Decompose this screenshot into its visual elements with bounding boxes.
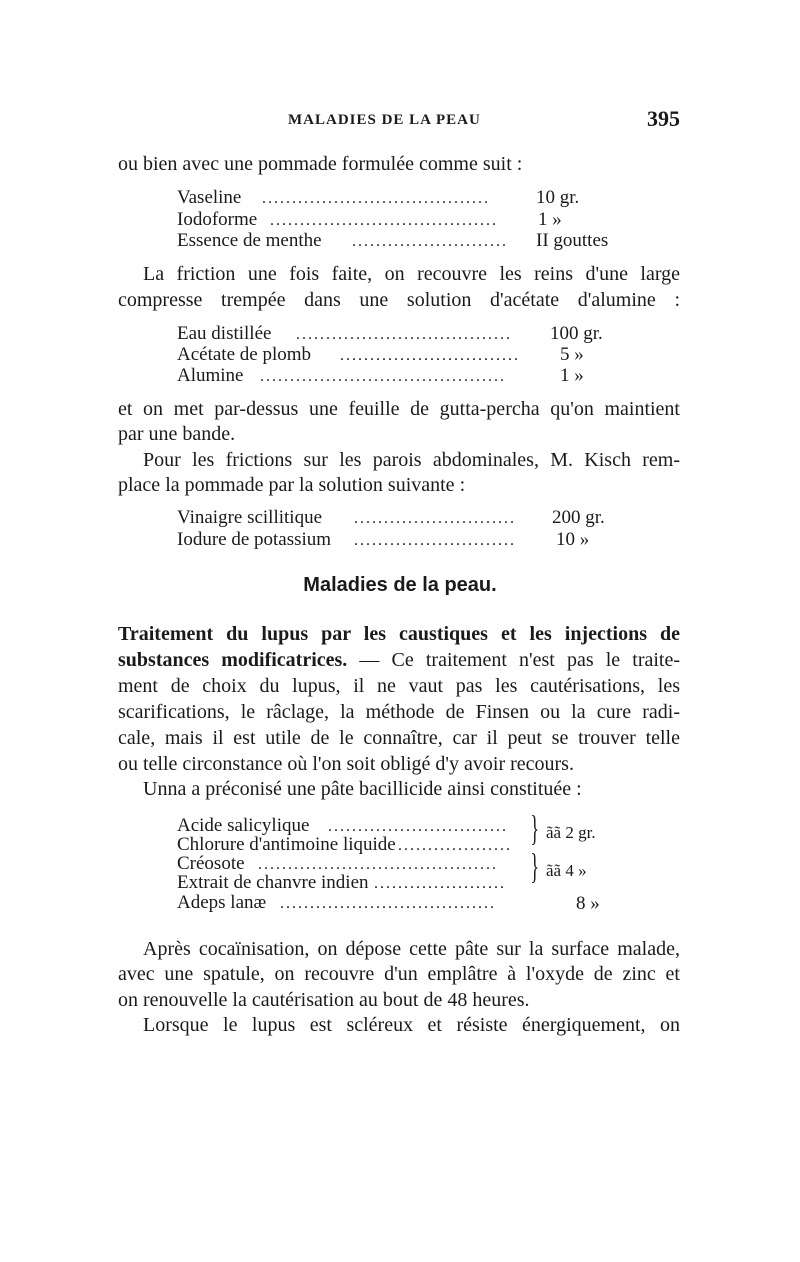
recipe-item-qty: 1 »	[538, 209, 562, 230]
recipe-item-name: Iodure de potassium	[177, 529, 332, 550]
leader-dots: ........................................	[258, 856, 498, 873]
recipe-item-name: Alumine	[177, 365, 244, 386]
paragraph-line: cale, mais il est utile de le connaître, car il peut se trouver telle	[118, 727, 680, 749]
recipe-item-name: Extrait de chanvre indien	[177, 872, 369, 893]
paragraph-line: scarifications, le râclage, la méthode de Finsen ou la cure radi-	[118, 701, 680, 723]
recipe-item-name: Chlorure d'antimoine liquide	[177, 834, 396, 855]
page-number: 395	[647, 106, 680, 131]
recipe-item-qty: 8 »	[576, 893, 600, 914]
recipe-item-name: Créosote	[177, 853, 245, 874]
recipe-item-name: Acide salicylique	[177, 815, 310, 836]
paragraph-line: Lorsque le lupus est scléreux et résiste énergiquement, on	[143, 1014, 680, 1036]
paragraph-line	[118, 622, 680, 646]
paragraph-line: par une bande.	[118, 423, 236, 445]
paragraph-line: ment de choix du lupus, il ne vaut pas les cautérisations, les	[118, 675, 680, 697]
paragraph-line: et on met par-dessus une feuille de gutta-percha qu'on maintient	[118, 398, 680, 420]
recipe-item-qty: 10 »	[556, 529, 590, 550]
section-heading: Maladies de la peau.	[303, 574, 497, 596]
leader-dots: ...........................	[354, 532, 516, 549]
subsection-title: Traitement du lupus par les caustiques et les injections de	[118, 623, 680, 645]
recipe-item-qty: 10 gr.	[536, 187, 580, 208]
leader-dots: ....................................	[280, 895, 496, 912]
paragraph-line: La friction une fois faite, on recouvre les reins d'une large	[143, 263, 680, 285]
recipe-item-qty: II gouttes	[536, 230, 609, 251]
leader-dots: ......................................	[270, 212, 498, 229]
recipe-item-qty: 100 gr.	[550, 323, 603, 344]
recipe-item-name: Acétate de plomb	[177, 344, 312, 365]
subsection-title-cont: substances modificatrices.	[118, 649, 348, 671]
recipe-item-qty: 1 »	[560, 365, 584, 386]
paragraph-line: place la pommade par la solution suivante :	[118, 474, 466, 496]
recipe-item-name: Iodoforme	[177, 209, 258, 230]
paragraph-line: Pour les frictions sur les parois abdominales, M. Kisch rem-	[143, 449, 680, 471]
recipe-item-qty: 200 gr.	[552, 507, 605, 528]
recipe-item-name: Vinaigre scillitique	[177, 507, 323, 528]
page-header	[118, 106, 680, 136]
leader-dots: ..............................	[340, 347, 520, 364]
recipe-item-name: Vaseline	[177, 187, 242, 208]
brace: }	[530, 808, 539, 848]
paragraph-line: Après cocaïnisation, on dépose cette pâte sur la surface malade,	[143, 938, 680, 960]
leader-dots: .........................................	[260, 368, 506, 385]
paragraph-line: ou bien avec une pommade formulée comme suit :	[118, 153, 523, 175]
running-title: MALADIES DE LA PEAU	[288, 112, 481, 128]
paragraph-line: ou telle circonstance où l'on soit obligé d'y avoir recours.	[118, 753, 574, 775]
paragraph-line: on renouvelle la cautérisation au bout de 48 heures.	[118, 989, 530, 1011]
leader-dots: ..........................	[352, 233, 508, 250]
leader-dots: ...........................	[354, 510, 516, 527]
recipe-item-name: Adeps lanæ	[177, 892, 267, 913]
paragraph-line	[118, 648, 680, 672]
recipe-item-qty: 5 »	[560, 344, 584, 365]
recipe-group-qty: ãã 2 gr.	[546, 823, 596, 842]
paragraph-line: compresse trempée dans une solution d'acétate d'alumine :	[118, 289, 680, 311]
leader-dots: ...................	[398, 837, 512, 854]
recipe-item-name: Eau distillée	[177, 323, 272, 344]
leader-dots: ......................	[374, 875, 506, 892]
paragraph-line: avec une spatule, on recouvre d'un emplâtre à l'oxyde de zinc et	[118, 963, 680, 985]
recipe-item-name: Essence de menthe	[177, 230, 322, 251]
recipe-group-qty: ãã 4 »	[546, 861, 587, 880]
paragraph-line: Unna a préconisé une pâte bacillicide ainsi constituée :	[143, 778, 582, 800]
paragraph-text: — Ce traitement n'est pas le traite-	[359, 649, 681, 671]
leader-dots: ......................................	[262, 190, 490, 207]
leader-dots: ....................................	[296, 326, 512, 343]
brace: }	[530, 846, 539, 886]
leader-dots: ..............................	[328, 818, 508, 835]
